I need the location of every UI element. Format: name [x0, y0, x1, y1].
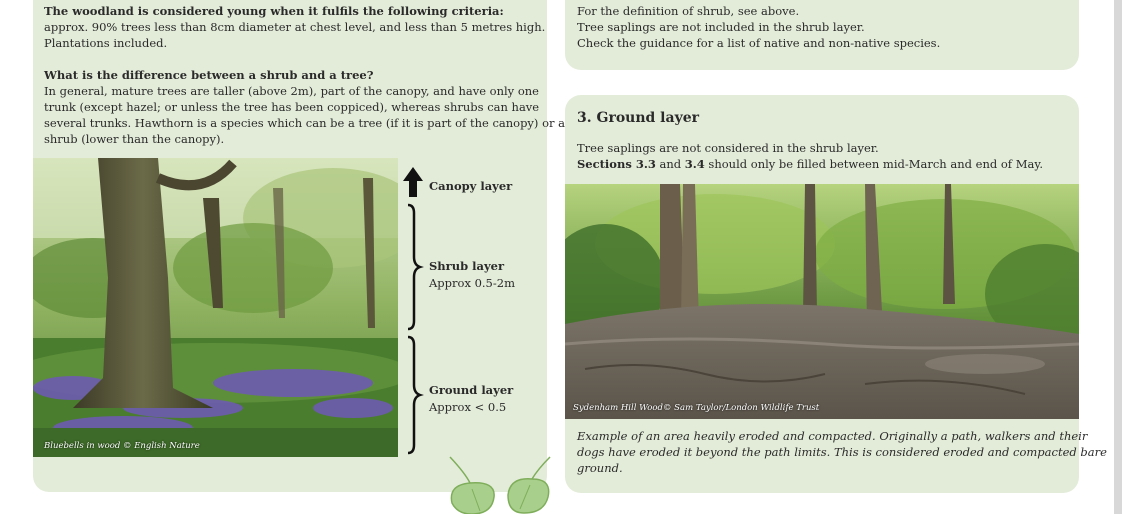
- sections-rest: should only be filled between mid-March and end of May.: [704, 157, 1043, 171]
- difference-heading: What is the difference between a shrub and a tree?: [44, 68, 374, 82]
- criteria-line-1: approx. 90% trees less than 8cm diameter at chest level, and less than 5 metres high.: [44, 20, 546, 34]
- eroded-description-line-2: dogs have eroded it beyond the path limits. This is considered eroded and compacted bare: [577, 445, 1107, 459]
- ground-note-line-1: Tree saplings are not considered in the shrub layer.: [577, 141, 879, 155]
- shrub-definition-line-2: Tree saplings are not included in the shrub layer.: [577, 20, 865, 34]
- left-leaf-icon: [450, 457, 494, 514]
- sections-ref-b: 3.4: [684, 157, 705, 171]
- difference-line-3: several trunks. Hawthorn is a species which can be a tree (if it is part of the canopy) or a: [44, 116, 565, 130]
- difference-line-2: trunk (except hazel; or unless the tree has been coppiced), whereas shrubs can have: [44, 100, 540, 114]
- page-edge: [1114, 0, 1122, 514]
- sections-ref-a: Sections 3.3: [577, 157, 656, 171]
- ground-layer-height: Approx < 0.5: [429, 400, 507, 414]
- eroded-description-line-3: ground.: [577, 461, 623, 475]
- shrub-layer-height: Approx 0.5-2m: [429, 276, 515, 290]
- bluebell-photo-caption: Bluebells in wood © English Nature: [44, 441, 200, 451]
- right-leaf-icon: [508, 457, 550, 513]
- criteria-heading: The woodland is considered young when it fulfils the following criteria:: [44, 4, 504, 18]
- shrub-bracket-icon: [408, 205, 420, 329]
- leaf-decoration: [440, 455, 560, 514]
- criteria-line-2: Plantations included.: [44, 36, 168, 50]
- difference-line-1: In general, mature trees are taller (above 2m), part of the canopy, and have only one: [44, 84, 539, 98]
- canopy-arrow-icon: [403, 167, 423, 197]
- bluebell-wood-photo: [33, 158, 398, 457]
- shrub-layer-label: Shrub layer: [429, 259, 505, 273]
- eroded-description-line-1: Example of an area heavily eroded and compacted. Originally a path, walkers and their: [577, 429, 1088, 443]
- canopy-layer-label: Canopy layer: [429, 179, 513, 193]
- eroded-photo-caption: Sydenham Hill Wood© Sam Taylor/London Wildlife Trust: [573, 403, 820, 413]
- layer-diagram-brackets: [400, 165, 428, 455]
- ground-bracket-icon: [408, 337, 420, 453]
- shrub-definition-line-1: For the definition of shrub, see above.: [577, 4, 800, 18]
- sections-and: and: [655, 157, 685, 171]
- ground-note-line-2: [577, 156, 1043, 172]
- eroded-ground-photo: [565, 184, 1079, 419]
- shrub-definition-line-3: Check the guidance for a list of native and non-native species.: [577, 36, 941, 50]
- ground-layer-label: Ground layer: [429, 383, 514, 397]
- difference-line-4: shrub (lower than the canopy).: [44, 132, 225, 146]
- ground-layer-title: 3. Ground layer: [577, 110, 699, 126]
